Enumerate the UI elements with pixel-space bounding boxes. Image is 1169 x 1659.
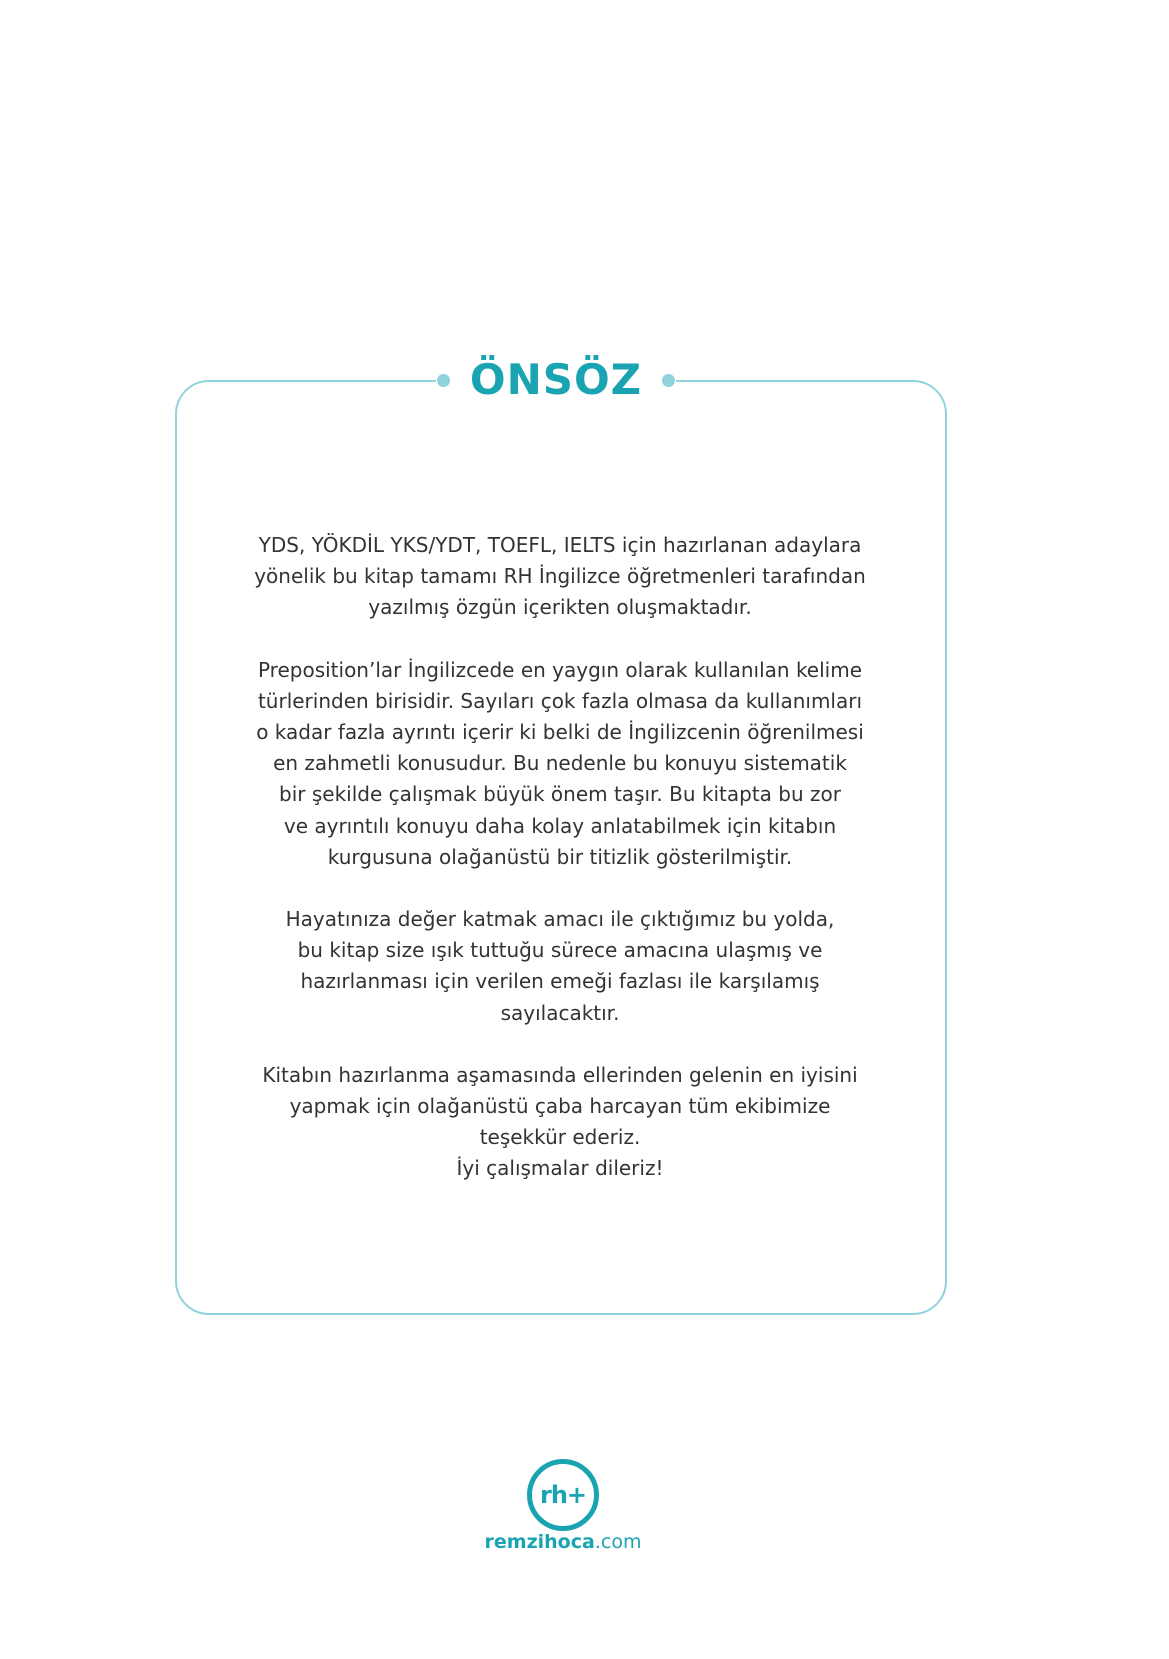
text-line: yapmak için olağanüstü çaba harcayan tüm ekibimize xyxy=(289,1094,831,1119)
text-line: ve ayrıntılı konuyu daha kolay anlatabilmek için kitabın xyxy=(283,813,837,838)
text-line: sayılacaktır. xyxy=(500,1000,620,1025)
text-line: YDS, YÖKDİL YKS/YDT, TOEFL, IELTS için hazırlanan adaylara xyxy=(258,533,862,557)
text-line: Hayatınıza değer katmak amacı ile çıktığımız bu yolda, xyxy=(285,907,835,932)
rh-logo-icon xyxy=(527,1459,599,1531)
text-line: yönelik bu kitap tamamı RH İngilizce öğretmenleri tarafından xyxy=(254,564,866,589)
text-line: Preposition’lar İngilizcede en yaygın olarak kullanılan kelime xyxy=(257,657,863,682)
text-line: bir şekilde çalışmak büyük önem taşır. Bu kitapta bu zor xyxy=(279,782,841,807)
text-line: yazılmış özgün içerikten oluşmaktadır. xyxy=(368,595,752,620)
text-line: teşekkür ederiz. xyxy=(479,1125,641,1150)
title-row xyxy=(436,352,676,408)
logo-mark: rh+ xyxy=(539,1481,587,1509)
text-line: hazırlanması için verilen emeği fazlası ile karşılamış xyxy=(300,969,820,994)
paragraph-4 xyxy=(230,1060,890,1185)
page-title: ÖNSÖZ xyxy=(469,355,643,404)
paragraph-2 xyxy=(230,655,890,873)
text-line: o kadar fazla ayrıntı içerir ki belki de İngilizcenin öğrenilmesi xyxy=(256,720,864,745)
text-line: bu kitap size ışık tuttuğu sürece amacına ulaşmış ve xyxy=(297,938,823,963)
text-line: en zahmetli konusudur. Bu nedenle bu konuyu sistematik xyxy=(273,751,847,776)
text-line: İyi çalışmalar dileriz! xyxy=(456,1156,664,1181)
text-line: kurgusuna olağanüstü bir titizlik gösterilmiştir. xyxy=(327,844,793,869)
text-line: Kitabın hazırlanma aşamasında ellerinden gelenin en iyisini xyxy=(262,1062,858,1087)
site-domain: .com xyxy=(594,1531,642,1553)
website-link[interactable] xyxy=(463,1530,663,1554)
site-name: remzihoca xyxy=(484,1531,595,1553)
paragraph-3 xyxy=(230,904,890,1029)
paragraph-1 xyxy=(230,530,890,624)
left-dot-ornament xyxy=(437,374,450,387)
right-dot-ornament xyxy=(662,374,675,387)
text-line: türlerinden birisidir. Sayıları çok fazla olmasa da kullanımları xyxy=(257,688,863,713)
preface-body xyxy=(230,530,890,1185)
